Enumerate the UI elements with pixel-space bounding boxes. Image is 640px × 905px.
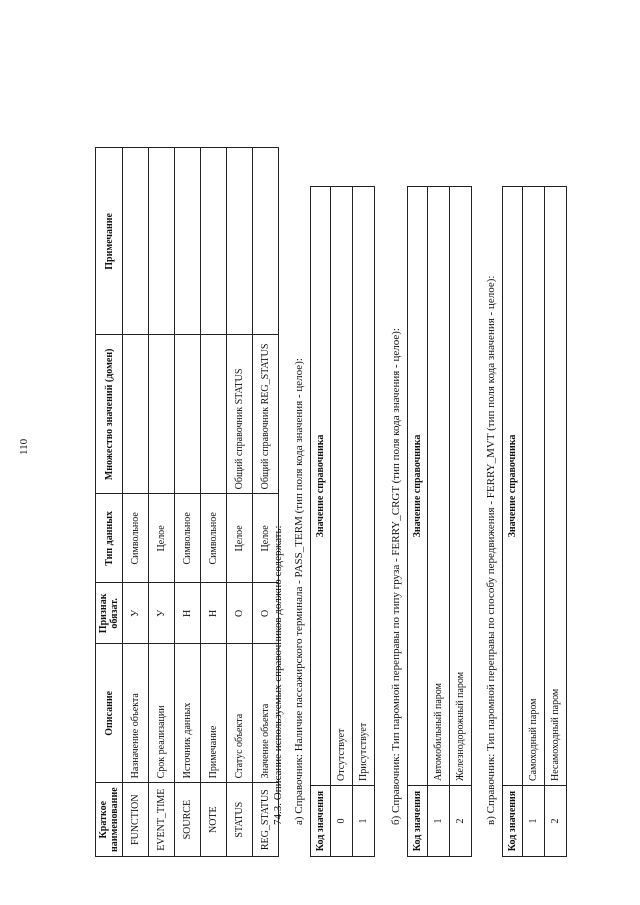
header-value: Значение справочника xyxy=(503,187,523,786)
cell-value: Несамоходный паром xyxy=(545,187,567,786)
page-number: 110 xyxy=(18,438,30,455)
cell-short-name: SOURCE xyxy=(175,783,201,857)
cell-value: Отсутствует xyxy=(331,187,353,786)
cell-note xyxy=(149,148,175,335)
cell-required: Н xyxy=(175,583,201,644)
cell-description: Назначение объекта xyxy=(123,644,149,783)
cell-domain xyxy=(123,335,149,494)
table-row xyxy=(175,148,201,857)
cell-data-type: Символьное xyxy=(175,494,201,583)
cell-required: О xyxy=(253,583,279,644)
cell-value: Присутствует xyxy=(353,187,375,786)
cell-value: Железнодорожный паром xyxy=(450,187,472,786)
cell-code: 1 xyxy=(428,786,450,857)
table-row xyxy=(123,148,149,857)
table-row xyxy=(450,187,472,857)
table-header-row xyxy=(503,187,523,857)
cell-code: 1 xyxy=(523,786,545,857)
cell-description: Значение объекта xyxy=(253,644,279,783)
cell-domain xyxy=(201,335,227,494)
cell-description: Статус объекта xyxy=(227,644,253,783)
header-required: Признак обязат. xyxy=(96,583,123,644)
cell-description: Срок реализации xyxy=(149,644,175,783)
table-row xyxy=(545,187,567,857)
cell-domain: Общий справочник STATUS xyxy=(227,335,253,494)
cell-note xyxy=(123,148,149,335)
table-row xyxy=(149,148,175,857)
header-data-type: Тип данных xyxy=(96,494,123,583)
cell-domain: Общий справочник REG_STATUS xyxy=(253,335,279,494)
ref-b-caption: б) Справочник: Тип паромной переправы по типу груза - FERRY_CRGT (тип поля кода значения - целое): xyxy=(390,328,402,825)
cell-code: 0 xyxy=(331,786,353,857)
table-header-row xyxy=(408,187,428,857)
cell-short-name: EVENT_TIME xyxy=(149,783,175,857)
table-row xyxy=(353,187,375,857)
table-row xyxy=(523,187,545,857)
cell-data-type: Целое xyxy=(253,494,279,583)
cell-short-name: NOTE xyxy=(201,783,227,857)
cell-note xyxy=(253,148,279,335)
cell-data-type: Символьное xyxy=(123,494,149,583)
cell-value: Самоходный паром xyxy=(523,187,545,786)
cell-description: Источник данных xyxy=(175,644,201,783)
cell-required: Н xyxy=(201,583,227,644)
cell-domain xyxy=(175,335,201,494)
cell-code: 2 xyxy=(545,786,567,857)
section-heading: 74.3. Описание используемых справочников должно содержать: xyxy=(272,525,284,825)
header-code: Код значения xyxy=(311,786,331,857)
ref-b-table xyxy=(407,186,472,857)
cell-description: Примечание xyxy=(201,644,227,783)
header-code: Код значения xyxy=(408,786,428,857)
cell-required: О xyxy=(227,583,253,644)
table-header-row xyxy=(96,148,123,857)
cell-data-type: Целое xyxy=(227,494,253,583)
header-value: Значение справочника xyxy=(311,187,331,786)
table-row xyxy=(331,187,353,857)
cell-required: У xyxy=(149,583,175,644)
cell-short-name: FUNCTION xyxy=(123,783,149,857)
table-row xyxy=(201,148,227,857)
header-domain: Множество значений (домен) xyxy=(96,335,123,494)
ref-a-caption: а) Справочник: Наличие пассажирского терминала - PASS_TERM (тип поля кода значения - целое): xyxy=(293,358,305,825)
table-header-row xyxy=(311,187,331,857)
header-note: Примечание xyxy=(96,148,123,335)
cell-note xyxy=(201,148,227,335)
cell-domain xyxy=(149,335,175,494)
ref-a-table xyxy=(310,186,375,857)
header-code: Код значения xyxy=(503,786,523,857)
table-row xyxy=(428,187,450,857)
cell-note xyxy=(175,148,201,335)
cell-note xyxy=(227,148,253,335)
cell-required: У xyxy=(123,583,149,644)
header-short-name: Краткое наименование xyxy=(96,783,123,857)
cell-code: 2 xyxy=(450,786,472,857)
table-row xyxy=(227,148,253,857)
cell-data-type: Целое xyxy=(149,494,175,583)
main-attributes-table xyxy=(95,147,279,857)
ref-c-table xyxy=(502,186,567,857)
header-description: Описание xyxy=(96,644,123,783)
cell-value: Автомобильный паром xyxy=(428,187,450,786)
header-value: Значение справочника xyxy=(408,187,428,786)
cell-short-name: REG_STATUS xyxy=(253,783,279,857)
cell-code: 1 xyxy=(353,786,375,857)
cell-data-type: Символьное xyxy=(201,494,227,583)
cell-short-name: STATUS xyxy=(227,783,253,857)
ref-c-caption: в) Справочник: Тип паромной переправы по способу передвижения - FERRY_MVT (тип поля кода значения - целое): xyxy=(485,275,497,825)
